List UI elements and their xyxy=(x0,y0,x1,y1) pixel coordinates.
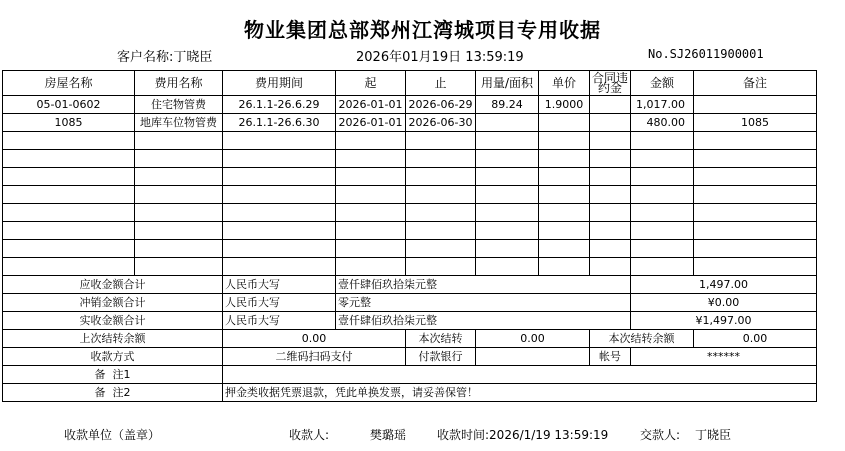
header-cell: 止 xyxy=(406,71,476,96)
balance-row xyxy=(3,330,817,348)
table-cell xyxy=(590,204,631,222)
remark1-row xyxy=(3,366,817,384)
table-row xyxy=(3,222,817,240)
table-cell xyxy=(539,222,590,240)
table-cell xyxy=(631,204,694,222)
table-cell: 26.1.1-26.6.29 xyxy=(223,96,336,114)
table-cell xyxy=(406,132,476,150)
summary-amount: ¥1,497.00 xyxy=(631,312,817,330)
header-row xyxy=(3,71,817,96)
table-cell xyxy=(539,168,590,186)
table-cell xyxy=(223,240,336,258)
table-cell xyxy=(336,132,406,150)
table-cell xyxy=(631,240,694,258)
table-cell xyxy=(539,204,590,222)
table-cell xyxy=(590,132,631,150)
table-cell: 480.00 xyxy=(631,114,694,132)
this-transfer-value: 0.00 xyxy=(476,330,590,348)
summary-label: 实收金额合计 xyxy=(3,312,223,330)
table-cell xyxy=(135,258,223,276)
table-cell xyxy=(539,240,590,258)
payment-bank-value xyxy=(476,348,590,366)
table-cell xyxy=(406,258,476,276)
header-cell: 费用名称 xyxy=(135,71,223,96)
table-cell xyxy=(476,114,539,132)
last-balance-value: 0.00 xyxy=(223,330,406,348)
table-cell xyxy=(694,168,817,186)
summary-amount: ¥0.00 xyxy=(631,294,817,312)
payment-bank-label: 付款银行 xyxy=(406,348,476,366)
table-cell xyxy=(476,168,539,186)
table-cell xyxy=(539,258,590,276)
payment-row xyxy=(3,348,817,366)
header-cell: 合同违约金 xyxy=(590,71,631,96)
table-cell xyxy=(539,114,590,132)
this-balance-label: 本次结转余额 xyxy=(590,330,694,348)
header-cell: 起 xyxy=(336,71,406,96)
last-balance-label: 上次结转余额 xyxy=(3,330,223,348)
table-cell xyxy=(336,258,406,276)
table-cell xyxy=(336,222,406,240)
table-cell xyxy=(406,240,476,258)
table-cell: 2026-06-29 xyxy=(406,96,476,114)
table-cell xyxy=(223,186,336,204)
table-cell xyxy=(3,258,135,276)
receipt-number: No.SJ26011900001 xyxy=(648,47,764,61)
table-cell xyxy=(590,150,631,168)
table-cell xyxy=(135,186,223,204)
table-row xyxy=(3,204,817,222)
remark2-row xyxy=(3,384,817,402)
table-cell xyxy=(631,258,694,276)
table-cell: 26.1.1-26.6.30 xyxy=(223,114,336,132)
table-cell xyxy=(3,240,135,258)
receipt-table xyxy=(2,70,817,402)
table-cell xyxy=(476,186,539,204)
table-row xyxy=(3,96,817,114)
customer-name: 客户名称:丁晓臣 xyxy=(117,50,213,65)
remark2-label: 备 注2 xyxy=(3,384,223,402)
table-cell xyxy=(694,258,817,276)
table-cell xyxy=(590,240,631,258)
table-cell xyxy=(336,240,406,258)
receipt-title: 物业集团总部郑州江湾城项目专用收据 xyxy=(244,18,601,42)
table-cell xyxy=(135,240,223,258)
table-cell xyxy=(631,150,694,168)
table-cell xyxy=(223,168,336,186)
table-cell xyxy=(223,258,336,276)
header-cell: 备注 xyxy=(694,71,817,96)
table-cell xyxy=(3,222,135,240)
table-cell xyxy=(336,168,406,186)
table-row xyxy=(3,150,817,168)
header-cell: 用量/面积 xyxy=(476,71,539,96)
table-row xyxy=(3,186,817,204)
table-cell xyxy=(539,132,590,150)
table-cell xyxy=(406,204,476,222)
table-cell: 05-01-0602 xyxy=(3,96,135,114)
account-label: 帐号 xyxy=(590,348,631,366)
table-cell: 89.24 xyxy=(476,96,539,114)
table-cell xyxy=(476,150,539,168)
header-cell: 费用期间 xyxy=(223,71,336,96)
table-cell xyxy=(476,258,539,276)
table-cell xyxy=(476,132,539,150)
table-cell xyxy=(336,186,406,204)
remark2-value: 押金类收据凭票退款，凭此单换发票，请妥善保管！ xyxy=(223,384,817,402)
table-cell xyxy=(135,132,223,150)
table-cell xyxy=(694,150,817,168)
table-cell xyxy=(476,222,539,240)
table-cell: 2026-06-30 xyxy=(406,114,476,132)
table-cell: 2026-01-01 xyxy=(336,96,406,114)
summary-words: 壹仟肆佰玖拾柒元整 xyxy=(336,276,631,294)
table-cell xyxy=(590,168,631,186)
table-cell xyxy=(135,150,223,168)
footer-unit: 收款单位（盖章） xyxy=(64,428,161,442)
table-cell xyxy=(3,186,135,204)
table-cell xyxy=(590,96,631,114)
this-balance-value: 0.00 xyxy=(694,330,817,348)
table-cell xyxy=(694,96,817,114)
table-cell xyxy=(3,168,135,186)
footer-time: 收款时间:2026/1/19 13:59:19 xyxy=(437,428,609,442)
footer-payer-label: 交款人: xyxy=(640,428,681,442)
table-cell xyxy=(336,150,406,168)
summary-rmb-label: 人民币大写 xyxy=(223,294,336,312)
table-cell xyxy=(336,204,406,222)
header-cell: 金额 xyxy=(631,71,694,96)
table-cell xyxy=(539,150,590,168)
table-cell xyxy=(406,150,476,168)
table-cell xyxy=(406,222,476,240)
table-row xyxy=(3,240,817,258)
header-cell: 房屋名称 xyxy=(3,71,135,96)
table-row xyxy=(3,132,817,150)
table-cell xyxy=(694,240,817,258)
table-cell xyxy=(590,222,631,240)
table-cell xyxy=(135,168,223,186)
table-cell xyxy=(631,186,694,204)
table-cell: 地库车位物管费 xyxy=(135,114,223,132)
table-row xyxy=(3,258,817,276)
summary-rmb-label: 人民币大写 xyxy=(223,312,336,330)
table-cell xyxy=(135,204,223,222)
summary-row xyxy=(3,276,817,294)
table-cell: 1085 xyxy=(3,114,135,132)
table-cell xyxy=(476,204,539,222)
summary-row xyxy=(3,294,817,312)
payment-method-value: 二维码扫码支付 xyxy=(223,348,406,366)
remark1-label: 备 注1 xyxy=(3,366,223,384)
table-cell xyxy=(3,150,135,168)
table-cell xyxy=(406,186,476,204)
receipt-datetime: 2026年01月19日 13:59:19 xyxy=(356,50,524,65)
footer-payee-label: 收款人: xyxy=(289,428,330,442)
payment-method-label: 收款方式 xyxy=(3,348,223,366)
summary-words: 零元整 xyxy=(336,294,631,312)
table-row xyxy=(3,114,817,132)
summary-rmb-label: 人民币大写 xyxy=(223,276,336,294)
table-cell xyxy=(694,186,817,204)
account-value: ****** xyxy=(631,348,817,366)
summary-row xyxy=(3,312,817,330)
table-cell xyxy=(3,204,135,222)
remark1-value xyxy=(223,366,817,384)
table-cell xyxy=(590,114,631,132)
summary-label: 冲销金额合计 xyxy=(3,294,223,312)
table-cell xyxy=(631,132,694,150)
table-cell xyxy=(223,132,336,150)
table-cell xyxy=(694,222,817,240)
header-cell: 单价 xyxy=(539,71,590,96)
table-cell: 2026-01-01 xyxy=(336,114,406,132)
table-cell xyxy=(631,168,694,186)
table-cell: 1.9000 xyxy=(539,96,590,114)
footer-payer: 丁晓臣 xyxy=(695,428,732,442)
summary-words: 壹仟肆佰玖拾柒元整 xyxy=(336,312,631,330)
table-cell xyxy=(223,204,336,222)
table-cell xyxy=(539,186,590,204)
table-cell: 1,017.00 xyxy=(631,96,694,114)
table-cell xyxy=(406,168,476,186)
table-cell xyxy=(476,240,539,258)
footer-payee: 樊璐瑶 xyxy=(370,428,407,442)
table-cell: 住宅物管费 xyxy=(135,96,223,114)
table-cell xyxy=(631,222,694,240)
table-cell xyxy=(223,222,336,240)
table-cell xyxy=(590,186,631,204)
summary-label: 应收金额合计 xyxy=(3,276,223,294)
table-cell xyxy=(694,204,817,222)
this-transfer-label: 本次结转 xyxy=(406,330,476,348)
table-cell xyxy=(135,222,223,240)
summary-amount: 1,497.00 xyxy=(631,276,817,294)
table-cell xyxy=(694,132,817,150)
table-cell xyxy=(223,150,336,168)
table-cell xyxy=(3,132,135,150)
table-cell: 1085 xyxy=(694,114,817,132)
table-row xyxy=(3,168,817,186)
table-cell xyxy=(590,258,631,276)
